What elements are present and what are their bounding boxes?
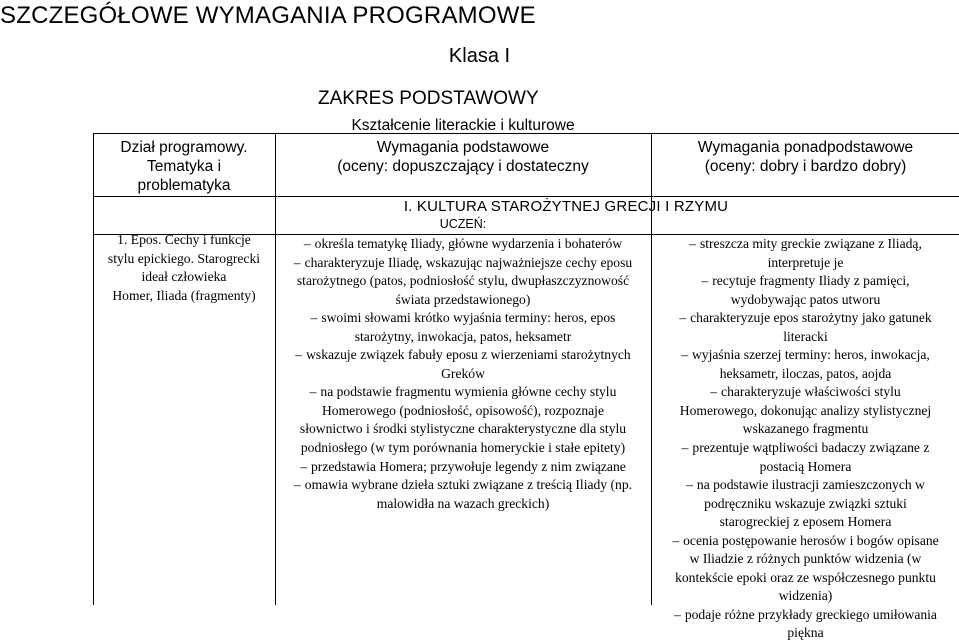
requirement-line — [276, 495, 650, 514]
requirement-line — [652, 495, 959, 514]
requirement-line — [276, 346, 650, 365]
basic-requirements-list — [276, 235, 650, 513]
requirement-text: omawia wybrane dzieła sztuki związane z treścią Iliady (np. — [304, 477, 633, 493]
requirement-line — [276, 309, 650, 328]
topic-line: 1. Epos. Cechy i funkcje — [117, 232, 251, 247]
requirement-text: podniosłego (w tym porównania homeryckie i stałe epitety) — [300, 440, 626, 456]
requirement-text: przedstawia Homera; przywołuje legendy z nim związane — [311, 458, 626, 474]
dash-bullet: – — [672, 532, 680, 548]
header-line: Wymagania podstawowe — [376, 139, 550, 156]
dash-bullet: – — [293, 477, 301, 493]
requirement-line — [276, 383, 650, 402]
requirement-line — [276, 439, 650, 458]
header-line: (oceny: dopuszczający i dostateczny — [337, 158, 589, 175]
topic-line: Homer, Iliada (fragmenty) — [112, 287, 256, 303]
topic-line: stylu epickiego. Starogrecki — [107, 250, 261, 266]
requirement-line — [276, 254, 650, 273]
requirement-text: swoimi słowami krótko wyjaśnia terminy: heros, epos — [321, 310, 616, 326]
requirement-text: Greków — [441, 365, 485, 381]
requirement-text: literacki — [783, 328, 828, 344]
requirement-line — [652, 587, 959, 606]
dash-bullet: – — [701, 273, 709, 289]
dash-bullet: – — [293, 254, 301, 270]
document-title: SZCZEGÓŁOWE WYMAGANIA PROGRAMOWE — [0, 2, 536, 29]
dash-bullet: – — [309, 384, 317, 400]
dash-bullet: – — [300, 458, 307, 474]
dash-bullet: – — [674, 606, 681, 622]
requirement-text: wskazuje związek fabuły eposu z wierzeniami starożytnych — [306, 347, 631, 363]
requirement-text: wyjaśnia szerzej terminy: heros, inwokacja, — [691, 347, 930, 363]
dash-bullet: – — [689, 236, 696, 251]
education-header: Kształcenie literackie i kulturowe — [351, 117, 575, 134]
requirement-line — [652, 550, 959, 569]
requirement-line — [276, 365, 650, 384]
header-row-divider — [93, 196, 959, 197]
requirement-text: w Iliadzie z różnych punktów widzenia (w — [689, 551, 922, 567]
requirement-text: widzenia) — [778, 588, 833, 604]
dash-bullet: – — [310, 310, 318, 326]
header-line: problematyka — [137, 177, 231, 194]
dash-bullet: – — [303, 236, 311, 251]
requirement-line — [652, 402, 959, 421]
requirement-text: starożytnego (patos, podniosłość stylu, dwupłaszczyznowość — [296, 273, 630, 289]
requirement-text: recytuje fragmenty Iliady z pamięci, — [712, 273, 910, 289]
requirement-text: malowidła na wazach greckich) — [376, 495, 550, 511]
dash-bullet: – — [295, 347, 303, 363]
requirement-line — [652, 439, 959, 458]
header-line: (oceny: dobry i bardzo dobry) — [704, 158, 907, 175]
requirement-line — [276, 328, 650, 347]
requirement-text: starożytny, inwokacja, patos, heksametr — [354, 328, 572, 344]
class-label: Klasa I — [448, 45, 511, 67]
requirement-line — [652, 346, 959, 365]
requirement-line — [652, 606, 959, 625]
requirement-text: kontekście epoki oraz ze współczesnego punktu — [675, 569, 936, 585]
header-line: Dział programowy. — [120, 139, 248, 156]
dash-bullet: – — [681, 347, 688, 363]
requirement-line — [652, 272, 959, 291]
requirement-line — [276, 476, 650, 495]
requirement-text: piękna — [787, 625, 824, 641]
requirement-line — [276, 458, 650, 477]
topic-cell — [94, 231, 274, 305]
section-subtitle: UCZEŃ: — [439, 217, 487, 231]
requirement-text: na podstawie ilustracji zamieszczonych w — [696, 477, 925, 493]
header-line: Tematyka i — [146, 158, 222, 175]
requirement-text: wydobywając patos utworu — [730, 291, 881, 307]
requirement-text: charakteryzuje epos starożytny jako gatunek — [690, 310, 932, 326]
requirement-line — [652, 328, 959, 347]
requirement-line — [652, 458, 959, 477]
requirement-line — [276, 272, 650, 291]
requirement-line — [652, 476, 959, 495]
requirement-line — [652, 420, 959, 439]
dash-bullet: – — [710, 384, 718, 400]
requirement-text: charakteryzuje właściwości stylu — [721, 384, 901, 400]
requirement-text: heksametr, iloczas, patos, aojda — [719, 365, 892, 381]
requirement-text: streszcza mity greckie związane z Iliadą, — [699, 236, 922, 251]
table-left-border — [93, 133, 94, 605]
requirement-text: interpretuje je — [767, 254, 844, 270]
requirement-text: charakteryzuje Iliadę, wskazując najważniejsze cechy eposu — [304, 254, 633, 270]
requirement-line — [652, 365, 959, 384]
requirement-line — [652, 254, 959, 273]
requirement-line — [652, 532, 959, 551]
requirement-line — [276, 402, 650, 421]
advanced-requirements-list — [652, 235, 959, 643]
topic-line: ideał człowieka — [141, 269, 227, 285]
section-title: I. KULTURA STAROŻYTNEJ GRECJI I RZYMU — [403, 198, 729, 215]
requirement-text: Homerowego (podniosłość, opisowość), rozpoznaje — [321, 402, 604, 418]
scope-heading: ZAKRES PODSTAWOWY — [318, 88, 539, 109]
dash-bullet: – — [686, 477, 693, 493]
column-header-topic — [94, 138, 274, 195]
requirement-line — [652, 235, 959, 254]
requirement-line — [276, 420, 650, 439]
column-header-basic — [276, 138, 650, 176]
requirement-line — [652, 383, 959, 402]
requirement-text: starogreckiej z eposem Homera — [719, 514, 892, 530]
requirement-line — [276, 235, 650, 254]
requirement-text: Homerowego, dokonując analizy stylistycznej — [679, 402, 932, 418]
requirement-line — [652, 291, 959, 310]
requirement-line — [652, 309, 959, 328]
dash-bullet: – — [681, 440, 689, 456]
requirement-text: podaje różne przykłady greckiego umiłowania — [684, 606, 937, 622]
requirement-line — [652, 513, 959, 532]
requirement-line — [652, 624, 959, 643]
column-header-advanced — [652, 138, 959, 176]
requirement-text: słownictwo i środki stylistyczne charakterystyczne dla stylu — [299, 421, 627, 437]
requirement-text: podręczniku wskazuje związki sztuki — [704, 495, 907, 511]
requirement-text: ocenia postępowanie herosów i bogów opisane — [683, 532, 939, 548]
requirement-text: postacią Homera — [759, 458, 852, 474]
requirement-line — [652, 569, 959, 588]
requirement-text: świata przedstawionego) — [395, 291, 531, 307]
requirement-line — [276, 291, 650, 310]
requirement-text: na podstawie fragmentu wymienia główne cechy stylu — [320, 384, 617, 400]
header-line: Wymagania ponadpodstawowe — [697, 139, 914, 156]
requirement-text: określa tematykę Iliady, główne wydarzenia i bohaterów — [314, 236, 623, 251]
requirement-text: prezentuje wątpliwości badaczy związane z — [692, 440, 930, 456]
dash-bullet: – — [679, 310, 687, 326]
requirement-text: wskazanego fragmentu — [742, 421, 869, 437]
